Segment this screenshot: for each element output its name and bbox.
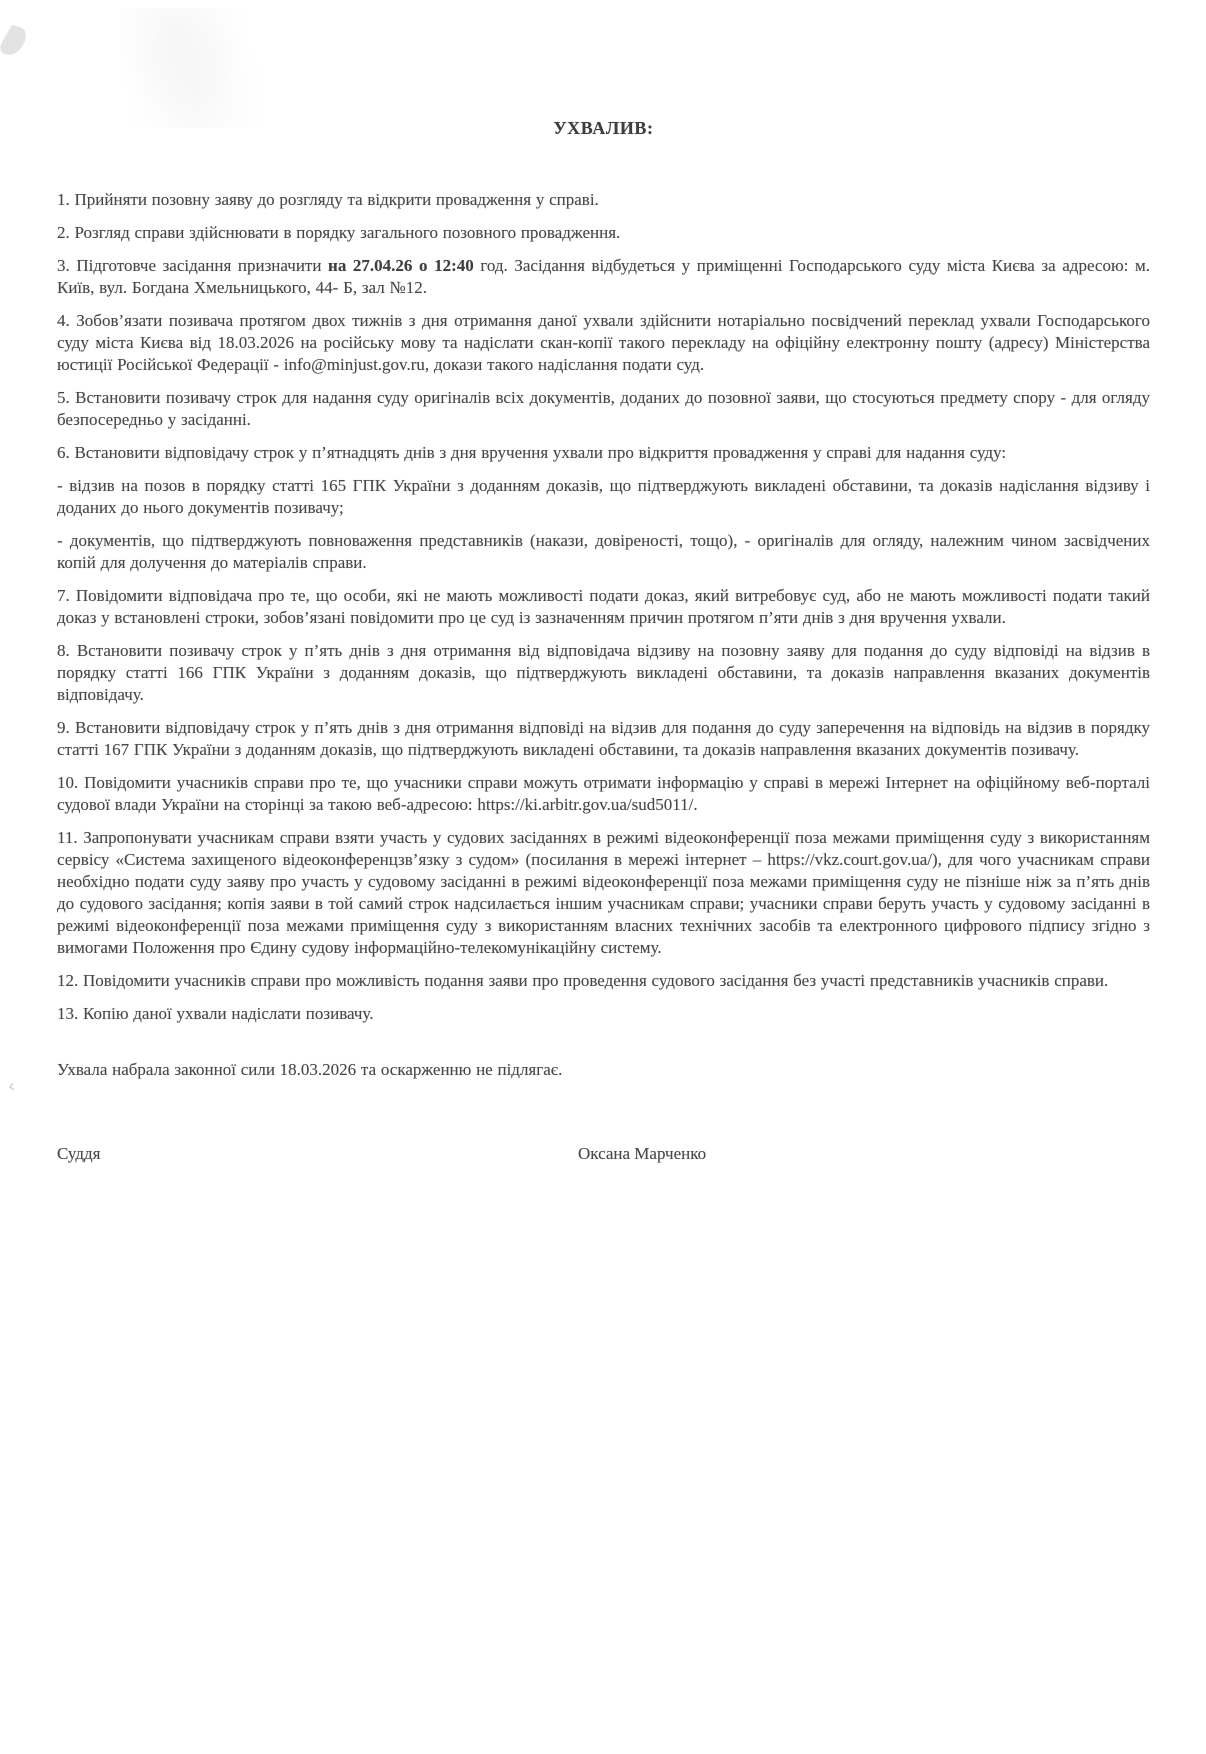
ruling-body	[57, 118, 1150, 1165]
legal-force-note: Ухвала набрала законної сили 18.03.2026 та оскарженню не підлягає.	[57, 1060, 563, 1079]
ruling-item-3-post: год. Засідання відбудеться у приміщенні Господарського суду міста Києва за адресою: м. Київ, вул. Богдана Хмельницького, 44- Б, зал №12.	[57, 256, 1150, 297]
judge-name: Оксана Марченко	[578, 1144, 707, 1163]
ruling-item-8: 8. Встановити позивачу строк у п’ять днів з дня отримання від відповідача відзиву на позовну заяву для подання до суду відповіді на відзив в порядку статті 166 ГПК України з доданням доказів, що підтверджують викладені обставини, та доказів направлення вказаних документів відповідачу.	[57, 641, 1150, 704]
ruling-item-7: 7. Повідомити відповідача про те, що особи, які не мають можливості подати доказ, який витребовує суд, або не мають можливості подати такий доказ у встановлені строки, зобов’язані повідомити про це суд із зазначенням причин протягом п’яти днів з дня вручення ухвали.	[57, 586, 1150, 627]
ruling-item-1: 1. Прийняти позовну заяву до розгляду та відкрити провадження у справі.	[57, 190, 599, 209]
judge-label: Суддя	[57, 1144, 101, 1163]
ruling-item-10: 10. Повідомити учасників справи про те, що учасники справи можуть отримати інформацію у справі в мережі Інтернет на офіційному веб-порталі судової влади України на сторінці за такою веб-адресою: https://ki.arbitr.gov.ua/sud5011/.	[57, 773, 1150, 814]
ruling-item-13: 13. Копію даної ухвали надіслати позивачу.	[57, 1004, 374, 1023]
ruling-item-4: 4. Зобов’язати позивача протягом двох тижнів з дня отримання даної ухвали здійснити нотаріально посвідчений переклад ухвали Господарського суду міста Києва від 18.03.2026 на російську мову та надіслати скан-копії такого перекладу на офіційну електронну пошту (адресу) Міністерства юстиції Російської Федерації - info@minjust.gov.ru, докази такого надіслання подати суд.	[57, 311, 1150, 374]
ruling-item-11: 11. Запропонувати учасникам справи взяти участь у судових засіданнях в режимі відеоконференції поза межами приміщення суду з використанням сервісу «Система захищеного відеоконференцзв’язку з судом» (посилання в мережі інтернет – https://vkz.court.gov.ua/), для чого учасникам справи необхідно подати суду заяву про участь у судовому засіданні в режимі відеоконференції поза межами приміщення суду не пізніше ніж за п’ять днів до судового засідання; копія заяви в той самий строк надсилається іншим учасникам справи; учасники справи беруть участь у судовому засіданні в режимі відеоконференції поза межами приміщення суду з використанням власних технічних засобів та електронного цифрового підпису згідно з вимогами Положення про Єдину судову інформаційно-телекомунікаційну систему.	[57, 828, 1150, 957]
signature-row	[57, 1143, 1150, 1165]
ruling-heading: УХВАЛИВ:	[553, 118, 654, 138]
scan-bleed-through	[120, 8, 260, 128]
ruling-item-2: 2. Розгляд справи здійснювати в порядку загального позовного провадження.	[57, 223, 621, 242]
ruling-item-6-bullet-2: - документів, що підтверджують повноваження представників (накази, довіреності, тощо), - оригіналів для огляду, належним чином засвідчених копій для долучення до матеріалів справи.	[57, 531, 1150, 572]
hearing-date-time: на 27.04.26 о 12:40	[328, 256, 474, 275]
ruling-item-6-bullet-1: - відзив на позов в порядку статті 165 ГПК України з доданням доказів, що підтверджують викладені обставини, та доказів надіслання відзиву і доданих до нього документів позивачу;	[57, 476, 1150, 517]
ruling-item-9: 9. Встановити відповідачу строк у п’ять днів з дня отримання відповіді на відзив для подання до суду заперечення на відповідь на відзив в порядку статті 167 ГПК України з доданням доказів, що підтверджують викладені обставини, та доказів направлення вказаних документів позивачу.	[57, 718, 1150, 759]
ruling-item-5: 5. Встановити позивачу строк для надання суду оригіналів всіх документів, доданих до позовної заяви, що стосуються предмету спору - для огляду безпосередньо у засіданні.	[57, 388, 1150, 429]
scan-pen-mark-left: ‹	[6, 1075, 17, 1098]
ruling-item-6: 6. Встановити відповідачу строк у п’ятнадцять днів з дня вручення ухвали про відкриття провадження у справі для надання суду:	[57, 443, 1007, 462]
ruling-item-3-pre: 3. Підготовче засідання призначити	[57, 256, 329, 275]
ruling-item-12: 12. Повідомити учасників справи про можливість подання заяви про проведення судового засідання без участі представників учасників справи.	[57, 971, 1109, 990]
scan-smudge-top-left	[0, 25, 31, 58]
ruling-item-3	[57, 255, 1150, 299]
